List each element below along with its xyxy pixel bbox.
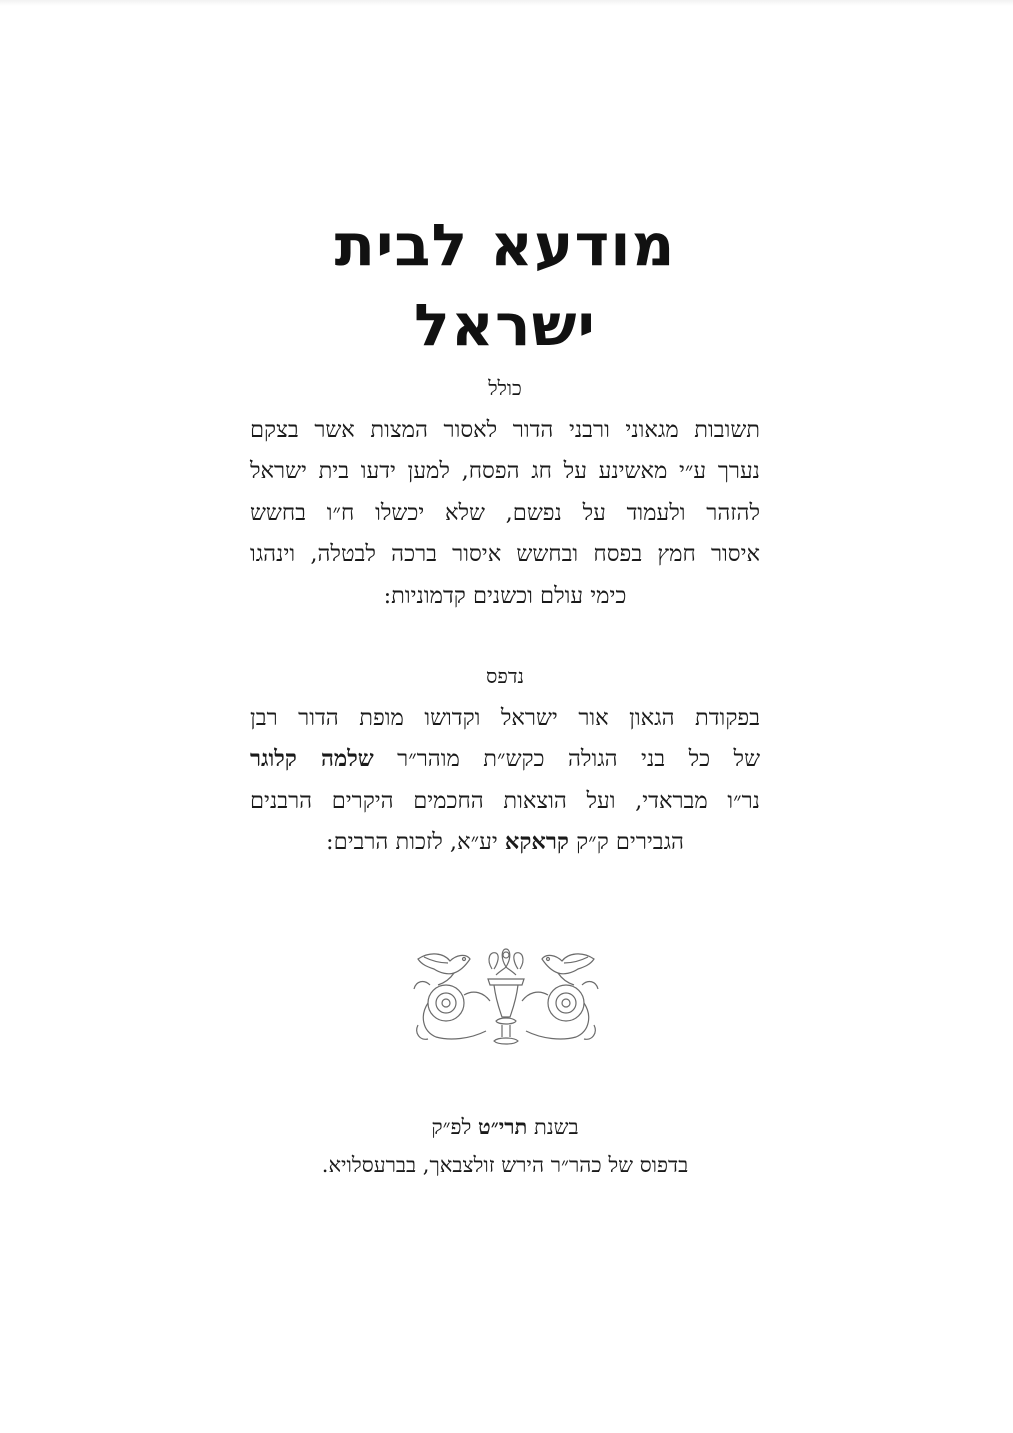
contents-section	[250, 368, 760, 617]
contents-heading: כולל	[488, 376, 522, 400]
printer-ornament-icon	[410, 945, 602, 1049]
printed-line-2	[250, 739, 760, 781]
contents-line-3: להזהר ולעמוד על נפשם, שלא יכשלו ח״ו בחשש	[250, 499, 760, 526]
rabbi-name: שלמה קלוגר	[250, 746, 374, 772]
imprint-section	[250, 1108, 760, 1184]
printed-heading: נדפס	[486, 664, 524, 688]
publication-year-line	[250, 1108, 760, 1146]
contents-line-1: תשובות מגאוני ורבני הדור לאסור המצות אשר בצקם	[250, 416, 760, 443]
printed-line-1: בפקודת הגאון אור ישראל וקדושו מופת הדור רבן	[250, 704, 760, 731]
printed-section	[250, 656, 760, 864]
printed-line-4-pre: הגבירים ק״ק	[568, 829, 684, 855]
contents-line-2: נערך ע״י מאשינע על חג הפסח, למען ידעו בית ישראל	[250, 458, 760, 484]
printed-line-4-post: יע״א, לזכות הרבים:	[325, 829, 505, 855]
page-title: מודעא לבית ישראל	[334, 211, 676, 359]
printed-line-3: נר״ו מבראדי, ועל הוצאות החכמים היקרים הרבנים	[250, 787, 760, 814]
hebrew-year: תרי״ט	[478, 1114, 528, 1139]
printed-line-4	[250, 822, 760, 864]
printer-line: בדפוס של כהר״ר הירש זולצבאך, בברעסלויא.	[321, 1153, 689, 1177]
year-suffix: לפ״ק	[431, 1115, 479, 1139]
contents-line-5: כימי עולם וכשנים קדמוניות:	[383, 582, 627, 609]
contents-line-4: איסור חמץ בפסח ובחשש איסור ברכה לבטלה, וינהגו	[250, 541, 760, 567]
year-prefix: בשנת	[527, 1115, 579, 1139]
city-name: קראקא	[504, 829, 569, 855]
printed-line-2-text: של כל בני הגולה כקש״ת מוהר״ר	[373, 746, 761, 772]
